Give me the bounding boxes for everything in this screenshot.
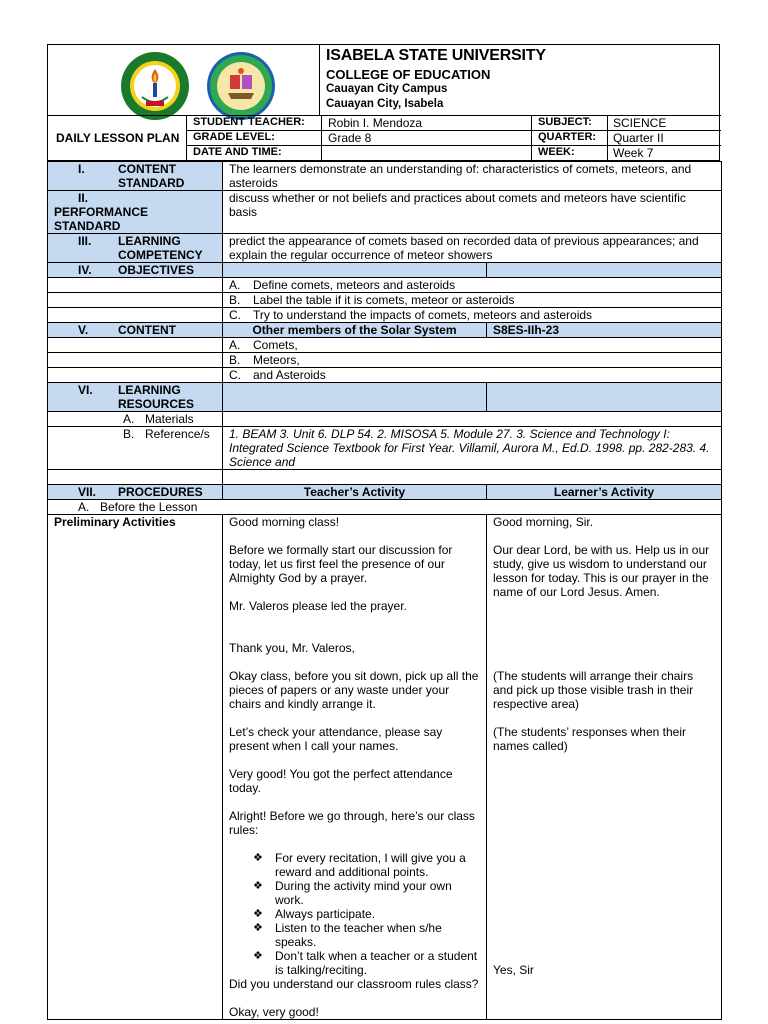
daily-lesson-plan-title: DAILY LESSON PLAN (56, 131, 180, 145)
learner-activity-header: Learner’s Activity (487, 485, 722, 500)
section-number: I. (78, 162, 85, 176)
header-rule (48, 115, 186, 116)
rule-item: ❖ Listen to the teacher when s/he speaks. (253, 921, 480, 949)
procedures-row (48, 485, 722, 500)
teacher-line: Did you understand our classroom rules class? (229, 977, 479, 991)
teacher-line: Before we formally start our discussion for today, let us first feel the presence of our Almighty God by a prayer. (229, 543, 453, 585)
content-row (48, 323, 722, 338)
list-item (48, 293, 722, 308)
content-topic: Other members of the Solar System (223, 323, 487, 338)
list-item (48, 278, 722, 293)
performance-standard-text: discuss whether or not beliefs and practices about comets and meteors have scientific basis (223, 191, 722, 234)
college-of-education-seal-logo (206, 51, 276, 121)
city-name: Cauayan City, Isabela (326, 98, 444, 110)
section-label: PROCEDURES (118, 485, 203, 499)
section-label: PERFORMANCE STANDARD (54, 205, 149, 233)
section-label: OBJECTIVES (118, 263, 195, 277)
teacher-line: Okay, very good! (229, 1005, 319, 1019)
item-letter: C. (229, 368, 241, 382)
college-name: COLLEGE OF EDUCATION (326, 67, 491, 82)
item-letter: C. (229, 308, 241, 322)
preliminary-activities-row (48, 515, 722, 1020)
section-label: LEARNING COMPETENCY (118, 234, 203, 262)
learning-competency-text: predict the appearance of comets based on recorded data of previous appearances; and explain the regular occurrence of meteor showers (223, 234, 722, 263)
content-item-text: and Asteroids (253, 368, 326, 382)
student-teacher-label: STUDENT TEACHER: (193, 116, 305, 128)
teacher-line: Thank you, Mr. Valeros, (229, 641, 355, 655)
learner-activity-cell (487, 515, 722, 1020)
quarter-label: QUARTER: (538, 131, 597, 143)
teacher-line: Mr. Valeros please led the prayer. (229, 599, 407, 613)
list-item (48, 308, 722, 323)
header-divider (321, 115, 322, 162)
learner-line: (The students will arrange their chairs and pick up those visible trash in their respective area) (493, 669, 694, 711)
section-label: LEARNING RESOURCES (118, 383, 195, 411)
content-standard-row (48, 162, 722, 191)
teacher-activity-cell (223, 515, 487, 1020)
subject-label: SUBJECT: (538, 116, 592, 128)
content-item-text: Comets, (253, 338, 298, 352)
section-number: V. (78, 323, 89, 337)
lesson-plan-table (47, 161, 722, 1020)
section-number: VI. (78, 383, 93, 397)
learner-line: Good morning, Sir. (493, 515, 594, 529)
teacher-activity-header: Teacher’s Activity (223, 485, 487, 500)
isu-seal-logo (120, 51, 190, 121)
teacher-line: Very good! You got the perfect attendance today. (229, 767, 453, 795)
objectives-row (48, 263, 722, 278)
teacher-line: Okay class, before you sit down, pick up all the pieces of papers or any waste under your chairs and kindly arrange it. (229, 669, 479, 711)
item-letter: B. (229, 353, 241, 367)
teacher-line: Let’s check your attendance, please say present when I call your names. (229, 725, 443, 753)
before-lesson-label: Before the Lesson (100, 500, 198, 514)
subject-value: SCIENCE (613, 116, 667, 130)
performance-standard-row (48, 191, 722, 234)
university-name: ISABELA STATE UNIVERSITY (326, 47, 546, 64)
materials-row (48, 412, 722, 427)
quarter-value: Quarter II (613, 131, 664, 145)
objective-text: Label the table if it is comets, meteor or asteroids (253, 293, 515, 307)
learning-resources-row (48, 383, 722, 412)
list-item (48, 368, 722, 383)
materials-label: Materials (145, 412, 194, 426)
header-divider (531, 115, 532, 162)
rule-item: ❖ Always participate. (253, 907, 480, 921)
grade-level-value: Grade 8 (328, 131, 372, 145)
teacher-line: Alright! Before we go through, here’s our class rules: (229, 809, 475, 837)
rule-item: ❖ For every recitation, I will give you a reward and additional points. (253, 851, 480, 879)
before-lesson-row (48, 500, 722, 515)
section-label: CONTENT (118, 323, 176, 337)
class-rules-list (229, 851, 480, 977)
student-teacher-value: Robin I. Mendoza (328, 116, 423, 130)
rule-item: ❖ During the activity mind your own work. (253, 879, 480, 907)
item-letter: A. (78, 500, 90, 514)
header-divider (607, 115, 608, 162)
campus-name: Cauayan City Campus (326, 83, 448, 95)
content-code: S8ES-IIh-23 (487, 323, 722, 338)
item-letter: B. (123, 427, 135, 441)
spacer-row (48, 470, 722, 485)
list-item (48, 338, 722, 353)
references-text: 1. BEAM 3. Unit 6. DLP 54. 2. MISOSA 5. Module 27. 3. Science and Technology I: Integrated Science Textbook for First Year. Villamil, Aurora M., Ed.D. 1998. pp. 282-283. 4. Science and (223, 427, 722, 470)
learner-line: Yes, Sir (493, 963, 534, 977)
references-row (48, 427, 722, 470)
date-time-label: DATE AND TIME: (193, 146, 282, 158)
teacher-line: Good morning class! (229, 515, 340, 529)
section-number: II. (78, 191, 89, 205)
lesson-plan-header (47, 44, 720, 161)
grade-level-label: GRADE LEVEL: (193, 131, 275, 143)
learner-line: Our dear Lord, be with us. Help us in our study, give us wisdom to understand our lesson for today. This is our prayer in the name of our Lord Jesus. Amen. (493, 543, 710, 599)
header-divider (319, 45, 320, 115)
section-number: VII. (78, 485, 97, 499)
objective-text: Try to understand the impacts of comets, meteors and asteroids (253, 308, 593, 322)
item-letter: A. (123, 412, 135, 426)
list-item (48, 353, 722, 368)
week-label: WEEK: (538, 146, 575, 158)
content-item-text: Meteors, (253, 353, 300, 367)
item-letter: B. (229, 293, 241, 307)
week-value: Week 7 (613, 146, 654, 160)
objective-text: Define comets, meteors and asteroids (253, 278, 456, 292)
item-letter: A. (229, 338, 241, 352)
section-label: CONTENT STANDARD (118, 162, 185, 190)
section-number: IV. (78, 263, 92, 277)
rule-item: ❖ Don’t talk when a teacher or a student is talking/reciting. (253, 949, 480, 977)
references-label: Reference/s (145, 427, 210, 441)
learning-competency-row (48, 234, 722, 263)
section-number: III. (78, 234, 92, 248)
header-divider (186, 115, 187, 162)
learner-line: (The students’ responses when their names called) (493, 725, 686, 753)
preliminary-activities-label: Preliminary Activities (48, 515, 223, 1020)
content-standard-text: The learners demonstrate an understanding of: characteristics of comets, meteors, and asteroids (223, 162, 722, 191)
item-letter: A. (229, 278, 241, 292)
